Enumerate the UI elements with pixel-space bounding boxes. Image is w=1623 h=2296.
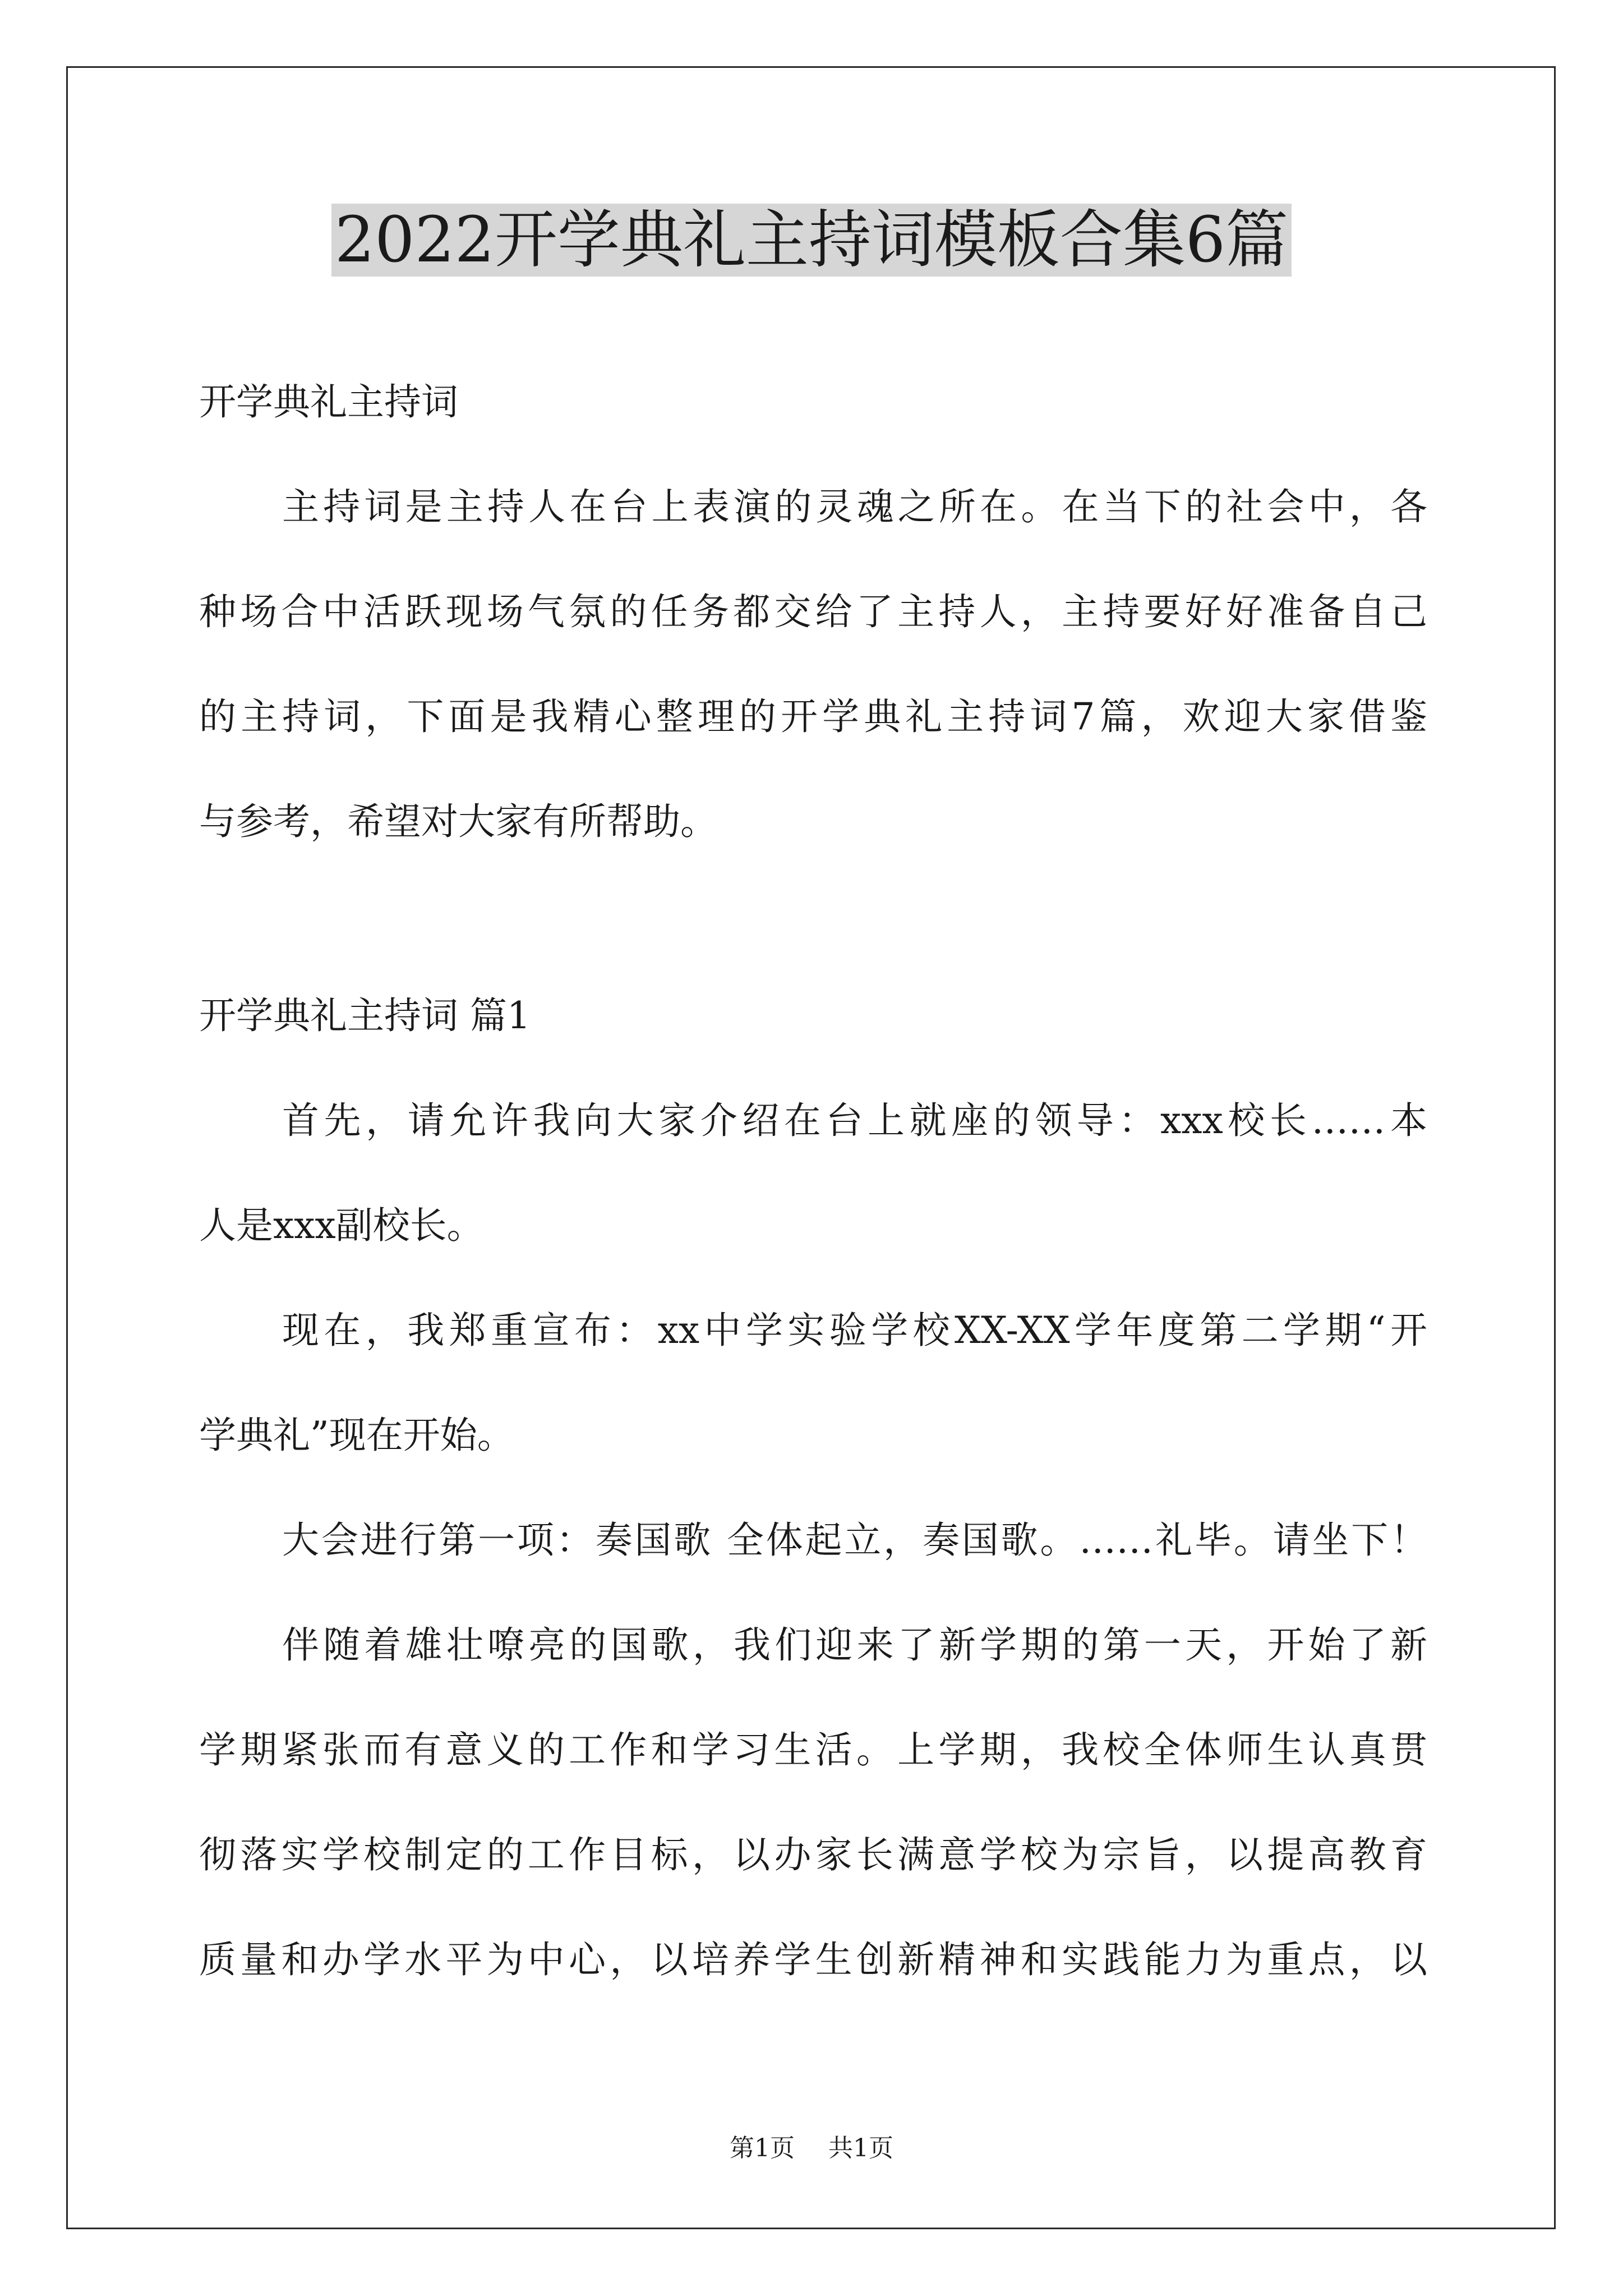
page-total: 共1页 — [828, 2134, 893, 2162]
document-title-text: 2022开学典礼主持词模板合集6篇 — [331, 204, 1292, 277]
paragraph-4 — [199, 1593, 1427, 2012]
heading-text: 开学典礼主持词 篇1 — [199, 994, 531, 1037]
paragraph-1 — [199, 1068, 1427, 1278]
heading-text: 开学典礼主持词 — [199, 380, 458, 424]
page-number: 第1页 — [730, 2134, 795, 2162]
intro-paragraph — [199, 454, 1427, 874]
paragraph-line: 种场合中活跃现场气氛的任务都交给了主持人，主持要好好准备自己 — [199, 590, 1427, 633]
section-heading-1 — [199, 963, 1427, 1068]
paragraph-line: 彻落实学校制定的工作目标，以办家长满意学校为宗旨，以提高教育 — [199, 1833, 1427, 1876]
page-footer — [0, 2132, 1623, 2165]
paragraph-line: 现在，我郑重宣布：xx中学实验学校XX-XX学年度第二学期“开 — [282, 1309, 1427, 1352]
paragraph-line: 主持词是主持人在台上表演的灵魂之所在。在当下的社会中，各 — [282, 485, 1427, 528]
paragraph-line: 学期紧张而有意义的工作和学习生活。上学期，我校全体师生认真贯 — [199, 1728, 1427, 1772]
paragraph-2 — [199, 1278, 1427, 1488]
paragraph-line: 首先，请允许我向大家介绍在台上就座的领导：xxx校长……本 — [282, 1099, 1427, 1142]
paragraph-line: 伴随着雄壮嘹亮的国歌，我们迎来了新学期的第一天，开始了新 — [282, 1623, 1427, 1667]
paragraph-line: 的主持词，下面是我精心整理的开学典礼主持词7篇，欢迎大家借鉴 — [199, 695, 1427, 738]
paragraph-line: 质量和办学水平为中心，以培养学生创新精神和实践能力为重点，以 — [199, 1938, 1427, 1981]
paragraph-line: 人是xxx副校长。 — [199, 1204, 484, 1247]
paragraph-line: 大会进行第一项：奏国歌 全体起立，奏国歌。……礼毕。请坐下！ — [282, 1519, 1427, 1562]
section-heading-intro — [199, 349, 1427, 454]
paragraph-3 — [199, 1488, 1427, 1593]
paragraph-line: 与参考，希望对大家有所帮助。 — [199, 800, 717, 843]
paragraph-line: 学典礼”现在开始。 — [199, 1414, 514, 1457]
document-title — [0, 201, 1623, 279]
